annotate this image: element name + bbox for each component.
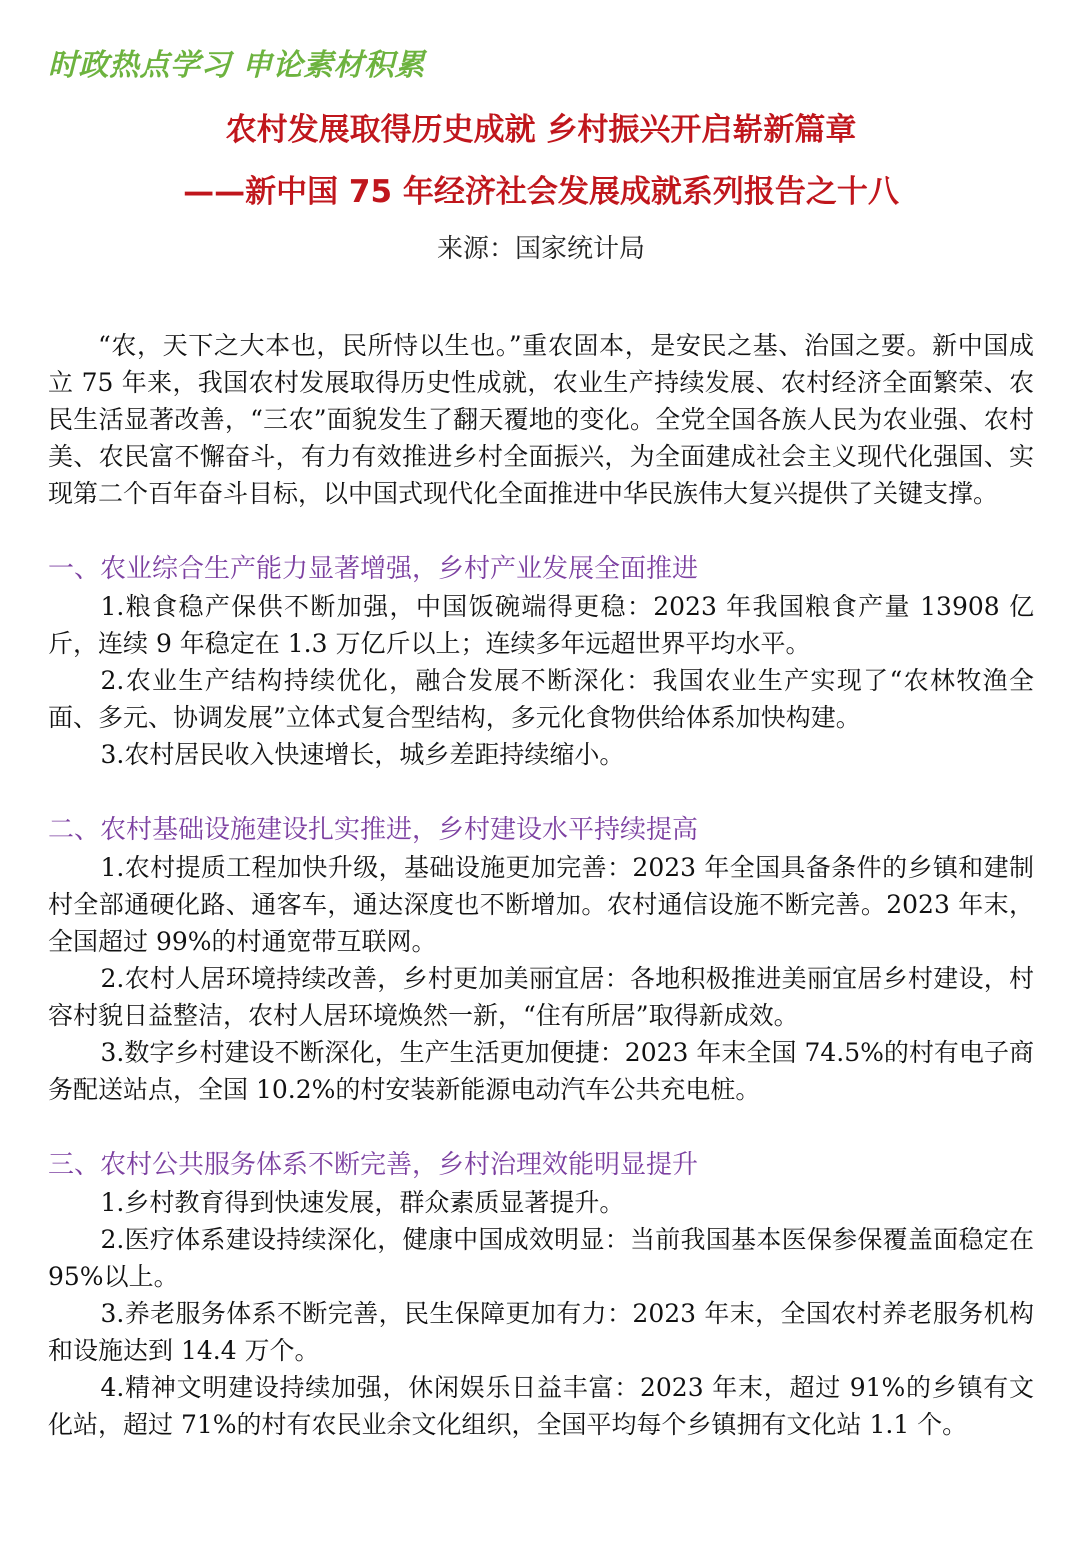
section-item: 2.医疗体系建设持续深化，健康中国成效明显：当前我国基本医保参保覆盖面稳定在 95%以上。 bbox=[48, 1225, 1034, 1291]
section-3 bbox=[48, 1147, 1034, 1443]
article-body bbox=[48, 327, 1034, 1443]
section-item: 3.农村居民收入快速增长，城乡差距持续缩小。 bbox=[100, 740, 625, 769]
article-source: 来源：国家统计局 bbox=[436, 234, 645, 264]
section-item: 2.农业生产结构持续优化，融合发展不断深化：我国农业生产实现了“农林牧渔全面、多元、协调发展”立体式复合型结构，多元化食物供给体系加快构建。 bbox=[48, 666, 1034, 732]
section-title: 一、农业综合生产能力显著增强，乡村产业发展全面推进 bbox=[48, 554, 699, 584]
section-item: 3.养老服务体系不断完善，民生保障更加有力：2023 年末，全国农村养老服务机构和设施达到 14.4 万个。 bbox=[48, 1299, 1034, 1365]
section-2 bbox=[48, 812, 1034, 1108]
section-item: 2.农村人居环境持续改善，乡村更加美丽宜居：各地积极推进美丽宜居乡村建设，村容村貌日益整洁，农村人居环境焕然一新，“住有所居”取得新成效。 bbox=[48, 964, 1034, 1030]
section-item: 1.粮食稳产保供不断加强，中国饭碗端得更稳：2023 年我国粮食产量 13908 亿斤，连续 9 年稳定在 1.3 万亿斤以上；连续多年远超世界平均水平。 bbox=[48, 592, 1034, 658]
section-item: 3.数字乡村建设不断深化，生产生活更加便捷：2023 年末全国 74.5%的村有电子商务配送站点，全国 10.2%的村安装新能源电动汽车公共充电桩。 bbox=[48, 1038, 1034, 1104]
intro-paragraph: “农，天下之大本也，民所恃以生也。”重农固本，是安民之基、治国之要。新中国成立 75 年来，我国农村发展取得历史性成就，农业生产持续发展、农村经济全面繁荣、农民生活显著改善，“三农”面貌发生了翻天覆地的变化。全党全国各族人民为农业强、农村美、农民富不懈奋斗，有力有效推进乡村全面振兴，为全面建成社会主义现代化强国、实现第二个百年奋斗目标，以中国式现代化全面推进中华民族伟大复兴提供了关键支撑。 bbox=[48, 331, 1034, 508]
section-title: 三、农村公共服务体系不断完善，乡村治理效能明显提升 bbox=[48, 1150, 699, 1180]
article-title: 农村发展取得历史成就 乡村振兴开启崭新篇章 bbox=[225, 112, 857, 148]
section-1 bbox=[48, 551, 1034, 773]
section-title: 二、农村基础设施建设扎实推进，乡村建设水平持续提高 bbox=[48, 815, 699, 845]
article-subtitle: ——新中国 75 年经济社会发展成就系列报告之十八 bbox=[183, 174, 899, 210]
section-item: 4.精神文明建设持续加强，休闲娱乐日益丰富：2023 年末，超过 91%的乡镇有文化站，超过 71%的村有农民业余文化组织，全国平均每个乡镇拥有文化站 1.1 个。 bbox=[48, 1373, 1034, 1439]
section-item: 1.农村提质工程加快升级，基础设施更加完善：2023 年全国具备条件的乡镇和建制村全部通硬化路、通客车，通达深度也不断增加。农村通信设施不断完善。2023 年末，全国超过 99%的村通宽带互联网。 bbox=[48, 853, 1034, 956]
section-item: 1.乡村教育得到快速发展，群众素质显著提升。 bbox=[100, 1188, 625, 1217]
series-tag: 时政热点学习 申论素材积累 bbox=[48, 48, 425, 83]
